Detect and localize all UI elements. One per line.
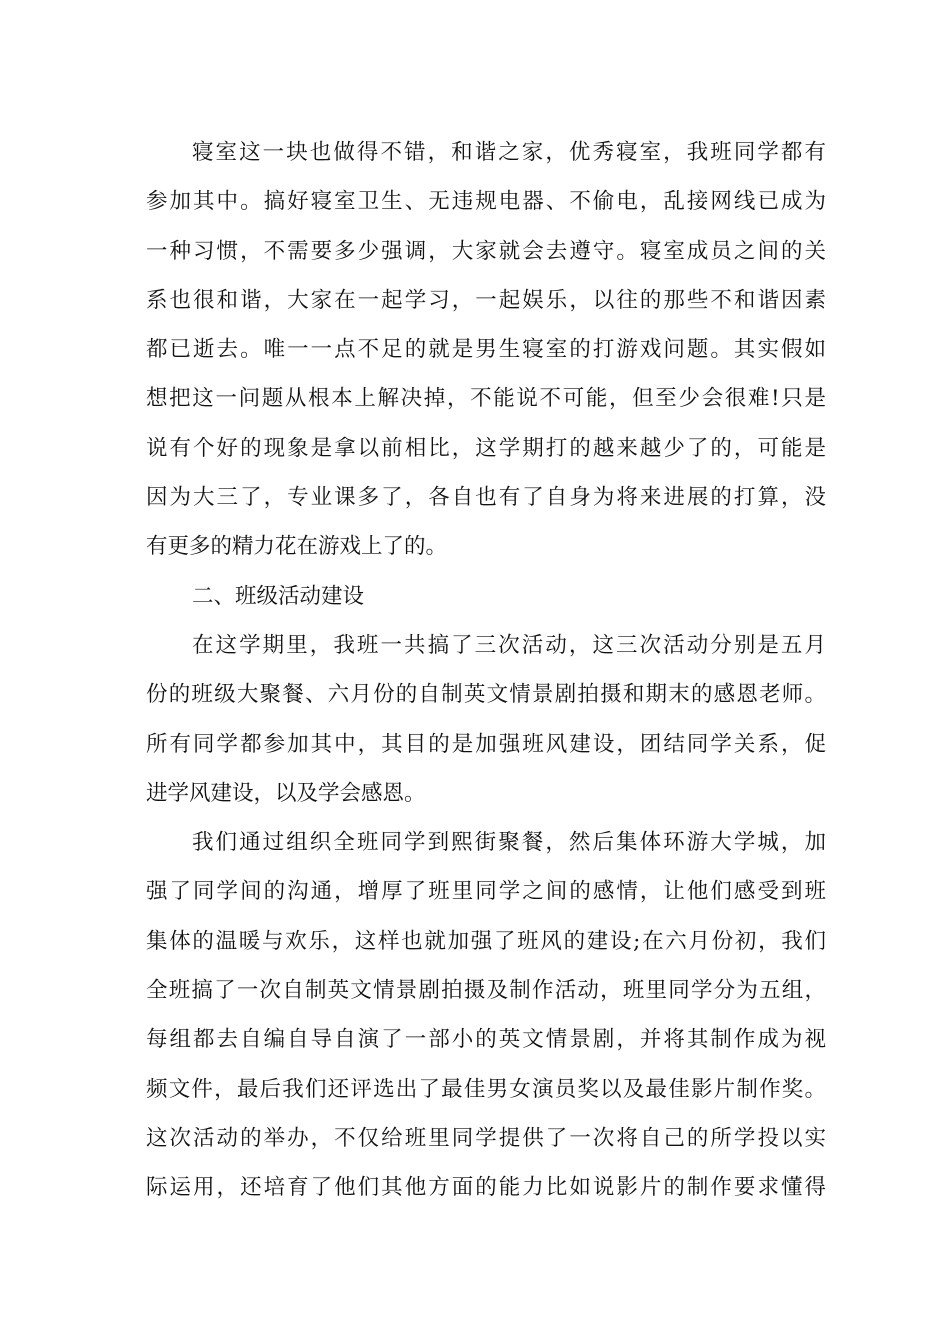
document-body [146,128,826,1213]
text-line: 系也很和谐，大家在一起学习，一起娱乐，以往的那些不和谐因素 [146,287,826,313]
text-line: 因为大三了，专业课多了，各自也有了自身为将来进展的打算，没 [146,485,826,511]
text-line: 际运用，还培育了他们其他方面的能力比如说影片的制作要求懂得 [146,1175,826,1201]
text-line: 所有同学都参加其中，其目的是加强班风建设，团结同学关系，促 [146,731,826,757]
text-line: 有更多的精力花在游戏上了的。 [146,534,448,560]
text-line: 寝室这一块也做得不错，和谐之家，优秀寝室，我班同学都有 [192,140,826,165]
text-line: 参加其中。搞好寝室卫生、无违规电器、不偷电，乱接网线已成为 [146,189,826,215]
paragraph-activities-detail [146,818,826,1212]
text-line: 都已逝去。唯一一点不足的就是男生寝室的打游戏问题。其实假如 [146,337,826,363]
text-line: 集体的温暖与欢乐，这样也就加强了班风的建设;在六月份初，我们 [146,928,826,954]
paragraph-activities-overview [146,621,826,818]
text-line: 说有个好的现象是拿以前相比，这学期打的越来越少了的，可能是 [146,435,826,461]
heading-text: 二、班级活动建设 [192,583,365,609]
text-line: 这次活动的举办，不仅给班里同学提供了一次将自己的所学投以实 [146,1125,826,1151]
text-line: 强了同学间的沟通，增厚了班里同学之间的感情，让他们感受到班 [146,879,826,905]
text-line: 我们通过组织全班同学到熙街聚餐，然后集体环游大学城，加 [192,830,826,856]
paragraph-dormitory [146,128,826,572]
text-line: 在这学期里，我班一共搞了三次活动，这三次活动分别是五月 [192,632,826,658]
text-line: 想把这一问题从根本上解决掉，不能说不可能，但至少会很难!只是 [146,386,826,412]
text-line: 份的班级大聚餐、六月份的自制英文情景剧拍摄和期末的感恩老师。 [146,682,826,708]
text-line: 每组都去自编自导自演了一部小的英文情景剧，并将其制作成为视 [146,1027,826,1053]
text-line: 全班搞了一次自制英文情景剧拍摄及制作活动，班里同学分为五组， [146,978,826,1004]
section-heading [146,572,826,621]
text-line: 频文件，最后我们还评选出了最佳男女演员奖以及最佳影片制作奖。 [146,1076,826,1102]
text-line: 进学风建设，以及学会感恩。 [146,780,426,806]
text-line: 一种习惯，不需要多少强调，大家就会去遵守。寝室成员之间的关 [146,238,826,264]
